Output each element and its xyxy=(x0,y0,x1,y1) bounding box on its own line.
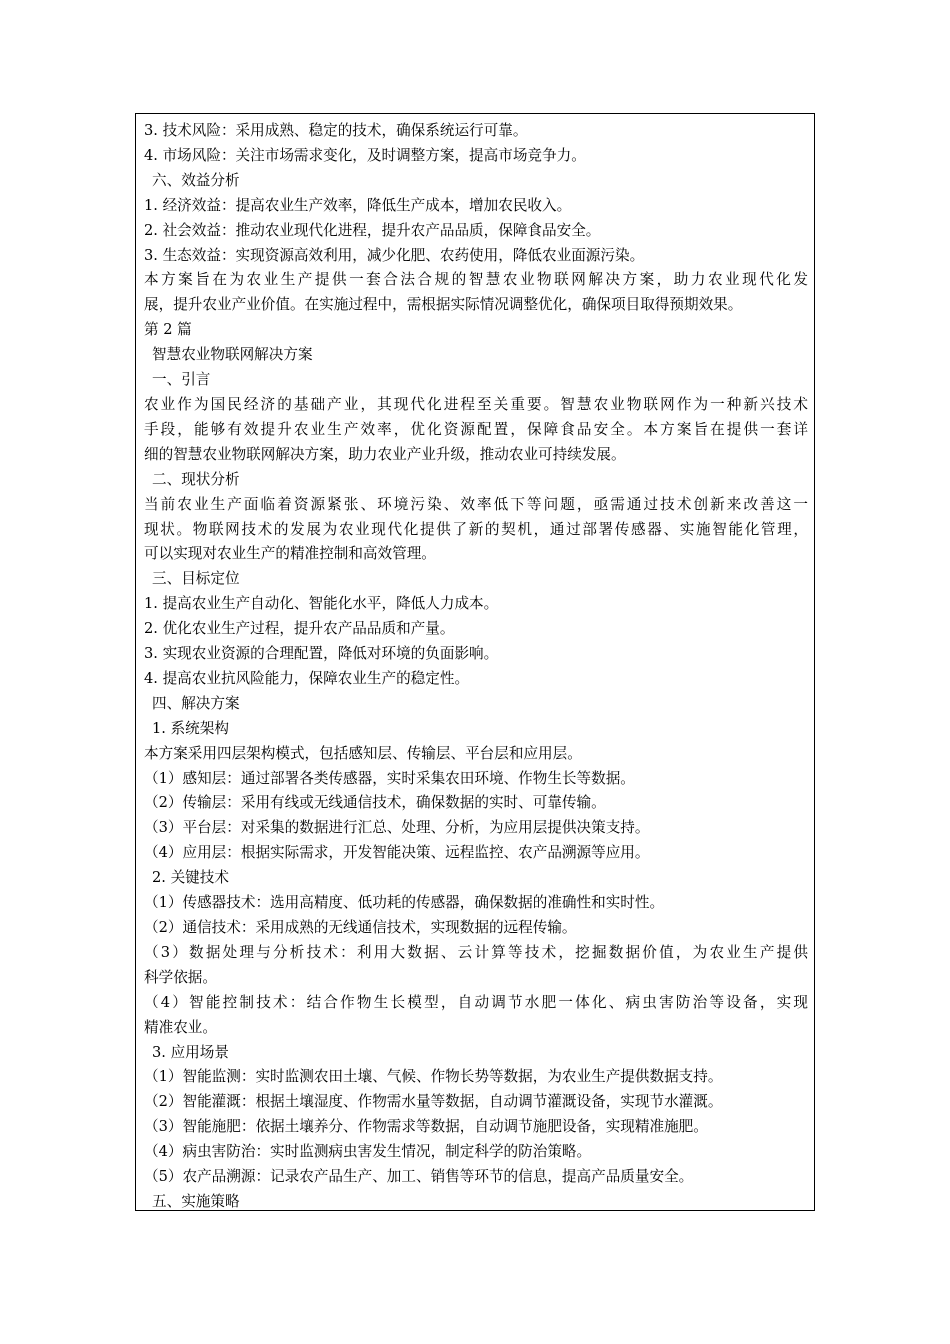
text-line: 本方案采用四层架构模式，包括感知层、传输层、平台层和应用层。 xyxy=(144,744,582,762)
text-line: 农业作为国民经济的基础产业，其现代化进程至关重要。智慧农业物联网作为一种新兴技术 xyxy=(144,395,808,413)
text-line: 现状。物联网技术的发展为农业现代化提供了新的契机，通过部署传感器、实施智能化管理， xyxy=(144,520,808,538)
text-line: 4. 市场风险：关注市场需求变化，及时调整方案，提高市场竞争力。 xyxy=(144,146,586,164)
text-line: （2）通信技术：采用成熟的无线通信技术，实现数据的远程传输。 xyxy=(144,919,577,936)
subsection-heading: 1. 系统架构 xyxy=(152,719,229,737)
text-line: 1. 经济效益：提高农业生产效率，降低生产成本，增加农民收入。 xyxy=(144,196,572,214)
text-line: （1）传感器技术：选用高精度、低功耗的传感器，确保数据的准确性和实时性。 xyxy=(144,894,665,912)
text-line: （4）智能控制技术：结合作物生长模型，自动调节水肥一体化、病虫害防治等设备，实现 xyxy=(144,993,808,1011)
text-line: 精准农业。 xyxy=(144,1018,217,1036)
text-line: （2）传输层：采用有线或无线通信技术，确保数据的实时、可靠传输。 xyxy=(144,794,606,812)
text-line: （1）智能监测：实时监测农田土壤、气候、作物长势等数据，为农业生产提供数据支持。 xyxy=(144,1068,723,1086)
section-heading: 五、实施策略 xyxy=(152,1192,240,1210)
subsection-heading: 3. 应用场景 xyxy=(152,1043,229,1061)
text-line: （4）应用层：根据实际需求，开发智能决策、远程监控、农产品溯源等应用。 xyxy=(144,844,650,862)
text-line: 手段，能够有效提升农业生产效率，优化资源配置，保障食品安全。本方案旨在提供一套详 xyxy=(144,420,808,438)
text-line: （3）平台层：对采集的数据进行汇总、处理、分析，为应用层提供决策支持。 xyxy=(144,819,650,837)
section-heading: 四、解决方案 xyxy=(152,694,240,712)
text-line: 当前农业生产面临着资源紧张、环境污染、效率低下等问题，亟需通过技术创新来改善这一 xyxy=(144,495,808,513)
section-heading: 二、现状分析 xyxy=(152,470,240,488)
text-line: （3）数据处理与分析技术：利用大数据、云计算等技术，挖掘数据价值，为农业生产提供 xyxy=(144,943,808,961)
text-line: 3. 实现农业资源的合理配置，降低对环境的负面影响。 xyxy=(144,645,499,663)
text-line: 细的智慧农业物联网解决方案，助力农业产业升级，推动农业可持续发展。 xyxy=(144,445,626,463)
text-line: 3. 技术风险：采用成熟、稳定的技术，确保系统运行可靠。 xyxy=(144,122,528,139)
text-line: 3. 生态效益：实现资源高效利用，减少化肥、农药使用，降低农业面源污染。 xyxy=(144,246,645,264)
section-heading: 三、目标定位 xyxy=(152,570,240,588)
part-label: 第 2 篇 xyxy=(144,321,192,339)
document-frame xyxy=(135,113,815,1211)
subsection-heading: 2. 关键技术 xyxy=(152,869,229,887)
text-line: （1）感知层：通过部署各类传感器，实时采集农田环境、作物生长等数据。 xyxy=(144,769,635,787)
text-line: （2）智能灌溉：根据土壤湿度、作物需水量等数据，自动调节灌溉设备，实现节水灌溉。 xyxy=(144,1093,723,1111)
document-title: 智慧农业物联网解决方案 xyxy=(152,346,313,364)
text-line: 1. 提高农业生产自动化、智能化水平，降低人力成本。 xyxy=(144,595,499,613)
text-line: 展，提升农业产业价值。在实施过程中，需根据实际情况调整优化，确保项目取得预期效果。 xyxy=(144,296,743,314)
text-line: 2. 优化农业生产过程，提升农产品品质和产量。 xyxy=(144,620,455,638)
section-heading: 六、效益分析 xyxy=(152,171,240,189)
section-heading: 一、引言 xyxy=(152,371,211,389)
text-line: 本方案旨在为农业生产提供一套合法合规的智慧农业物联网解决方案，助力农业现代化发 xyxy=(144,271,808,289)
text-line: （5）农产品溯源：记录农产品生产、加工、销售等环节的信息，提高产品质量安全。 xyxy=(144,1168,694,1186)
text-line: 可以实现对农业生产的精准控制和高效管理。 xyxy=(144,545,436,563)
text-line: 4. 提高农业抗风险能力，保障农业生产的稳定性。 xyxy=(144,669,470,687)
text-line: 2. 社会效益：推动农业现代化进程，提升农产品品质，保障食品安全。 xyxy=(144,221,601,239)
text-line: 科学依据。 xyxy=(144,968,217,986)
text-line: （4）病虫害防治：实时监测病虫害发生情况，制定科学的防治策略。 xyxy=(144,1143,592,1161)
text-line: （3）智能施肥：依据土壤养分、作物需求等数据，自动调节施肥设备，实现精准施肥。 xyxy=(144,1118,708,1136)
